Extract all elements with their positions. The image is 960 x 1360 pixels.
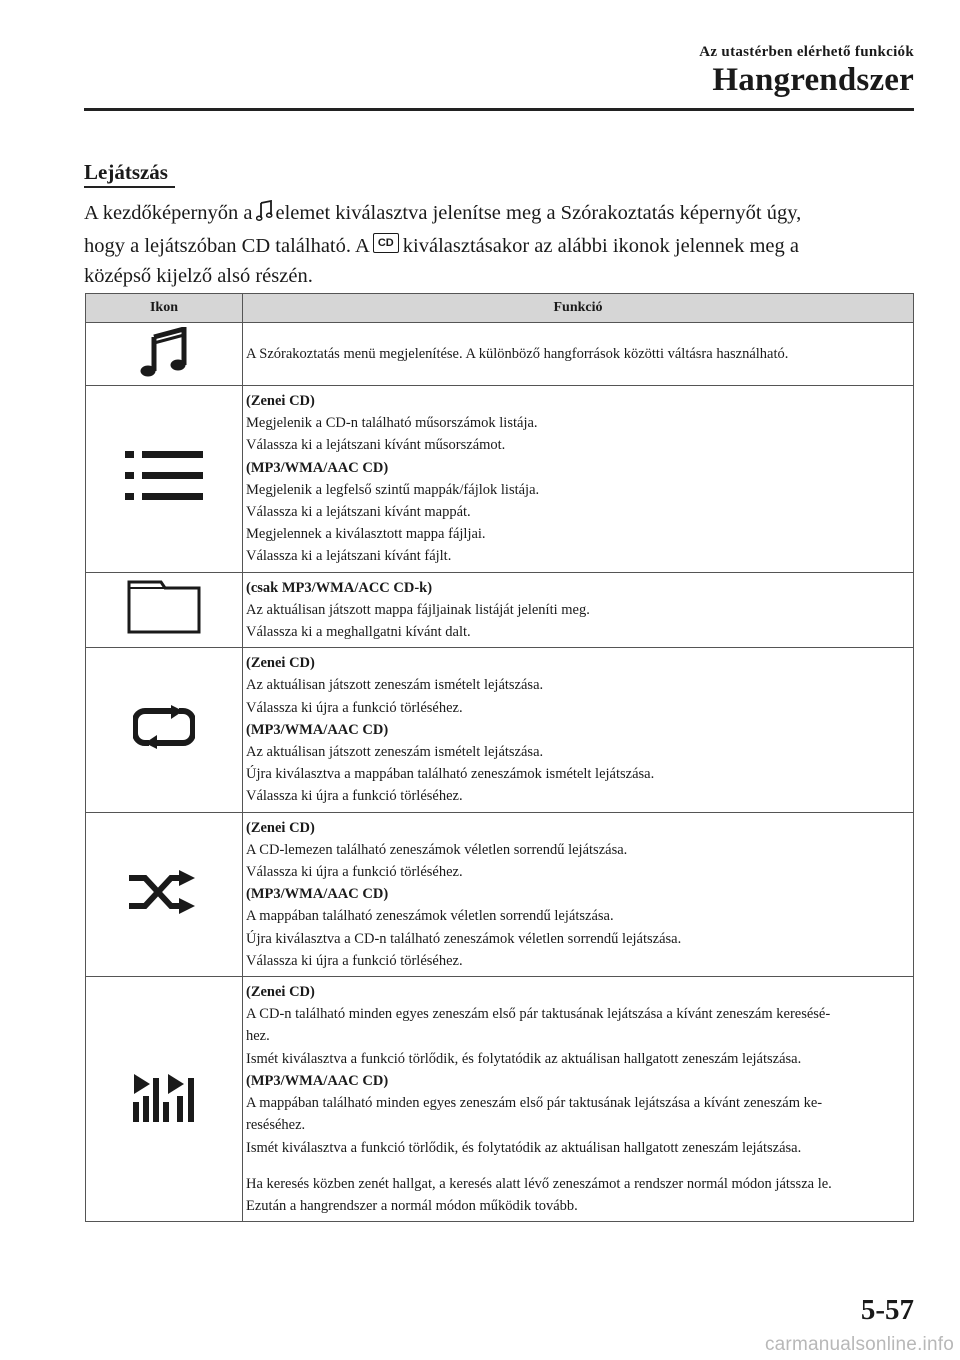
function-note: Ezután a hangrendszer a normál módon működik tovább.: [246, 1197, 578, 1214]
function-subheading: (csak MP3/WMA/ACC CD-k): [246, 579, 433, 596]
function-subheading: (MP3/WMA/AAC CD): [246, 886, 389, 903]
function-text: Válassza ki újra a funkció törléséhez.: [246, 699, 463, 716]
table-row: [86, 812, 914, 976]
function-subheading: (Zenei CD): [246, 393, 315, 409]
column-header-function: Funkció: [243, 294, 914, 323]
function-text: A mappában található minden egyes zeneszám első pár taktusának lejátszása a kívánt zeneszám ke-: [246, 1095, 823, 1112]
function-text: Válassza ki a lejátszani kívánt fájlt.: [246, 548, 452, 565]
function-text: Válassza ki a meghallgatni kívánt dalt.: [246, 624, 471, 641]
music-note-icon: [140, 364, 188, 381]
table-row: [86, 648, 914, 812]
function-text: Újra kiválasztva a mappában található zeneszámok ismételt lejátszása.: [246, 766, 655, 783]
intro-text: elemet kiválasztva jelenítse meg a Szórakoztatás képernyőt úgy,: [275, 202, 802, 224]
function-text: Válassza ki újra a funkció törléséhez.: [246, 864, 463, 881]
intro-text: A kezdőképernyőn a: [84, 202, 253, 224]
page-number: 5-57: [860, 1294, 914, 1326]
chapter-subtitle: Az utastérben elérhető funkciók: [699, 44, 914, 60]
list-icon: [125, 488, 203, 505]
chapter-title: Hangrendszer: [712, 62, 914, 98]
repeat-icon: [133, 736, 195, 753]
watermark: carmanualsonline.info: [764, 1334, 954, 1355]
folder-icon: [127, 621, 201, 638]
function-subheading: (MP3/WMA/AAC CD): [246, 721, 389, 738]
icon-function-table: [85, 293, 914, 1222]
icon-cell: [86, 386, 243, 573]
intro-text: kiválasztásakor az alábbi ikonok jelennek meg a: [402, 235, 799, 257]
function-text: A CD-lemezen található zeneszámok véletlen sorrendű lejátszása.: [246, 841, 628, 858]
function-cell: [243, 386, 914, 573]
table-header-row: [86, 294, 914, 323]
paragraph-spacer: [246, 1159, 907, 1173]
header-divider: [84, 108, 914, 111]
function-text: reséséhez.: [246, 1117, 306, 1134]
function-text: Újra kiválasztva a CD-n található zeneszámok véletlen sorrendű lejátszása.: [246, 930, 682, 947]
function-text: A CD-n található minden egyes zeneszám első pár taktusának lejátszása a kívánt zeneszám keresésé-: [246, 1006, 831, 1023]
scan-icon: [132, 1109, 196, 1126]
table-row: [86, 572, 914, 648]
function-text: Válassza ki újra a funkció törléséhez.: [246, 788, 463, 805]
function-text: A mappában található zeneszámok véletlen sorrendű lejátszása.: [246, 908, 614, 925]
function-subheading: (MP3/WMA/AAC CD): [246, 1072, 389, 1089]
function-cell: [243, 572, 914, 648]
icon-cell: [86, 648, 243, 812]
function-text: hez.: [246, 1028, 270, 1045]
function-text: Az aktuálisan játszott zeneszám ismételt lejátszása.: [246, 744, 544, 761]
intro-paragraph: [84, 198, 914, 291]
function-cell: [243, 812, 914, 976]
function-text: Az aktuálisan játszott zeneszám ismételt lejátszása.: [246, 677, 544, 694]
intro-text: hogy a lejátszóban CD található. A: [84, 235, 370, 257]
function-text: Ismét kiválasztva a funkció törlődik, és folytatódik az aktuálisan hallgatott zeneszám lejátszása.: [246, 1139, 802, 1156]
table-row: [86, 386, 914, 573]
function-text: Megjelenik a legfelső szintű mappák/fájlok listája.: [246, 481, 540, 498]
function-text: A Szórakoztatás menü megjelenítése. A különböző hangforrások közötti váltásra használható.: [246, 345, 789, 362]
cd-icon: CD: [373, 233, 399, 253]
function-subheading: (MP3/WMA/AAC CD): [246, 459, 389, 476]
function-cell: [243, 977, 914, 1222]
function-text: Megjelennek a kiválasztott mappa fájljai.: [246, 526, 486, 543]
function-subheading: (Zenei CD): [246, 819, 315, 836]
section-heading-underline: [84, 186, 175, 188]
function-text: Megjelenik a CD-n található műsorszámok listája.: [246, 415, 538, 432]
function-text: Ismét kiválasztva a funkció törlődik, és folytatódik az aktuálisan hallgatott zeneszám lejátszása.: [246, 1050, 802, 1067]
column-header-icon: Ikon: [86, 294, 243, 323]
section-heading: Lejátszás: [84, 160, 168, 184]
function-text: Az aktuálisan játszott mappa fájljainak listáját jeleníti meg.: [246, 601, 590, 618]
function-text: Válassza ki a lejátszani kívánt mappát.: [246, 504, 471, 521]
icon-cell: [86, 812, 243, 976]
function-subheading: (Zenei CD): [246, 984, 315, 1001]
table-row: [86, 323, 914, 386]
shuffle-icon: [129, 901, 199, 918]
table-row: [86, 977, 914, 1222]
function-subheading: (Zenei CD): [246, 655, 315, 672]
icon-cell: [86, 977, 243, 1222]
intro-text: középső kijelző alsó részén.: [84, 265, 313, 287]
function-text: Válassza ki újra a funkció törléséhez.: [246, 952, 463, 969]
icon-cell: [86, 323, 243, 386]
icon-cell: [86, 572, 243, 648]
function-text: Válassza ki a lejátszani kívánt műsorszámot.: [246, 437, 506, 454]
function-cell: [243, 648, 914, 812]
function-cell: [243, 323, 914, 386]
music-note-icon: [256, 200, 273, 231]
function-note: Ha keresés közben zenét hallgat, a keresés alatt lévő zeneszámot a rendszer normál módon játssza le.: [246, 1175, 832, 1192]
